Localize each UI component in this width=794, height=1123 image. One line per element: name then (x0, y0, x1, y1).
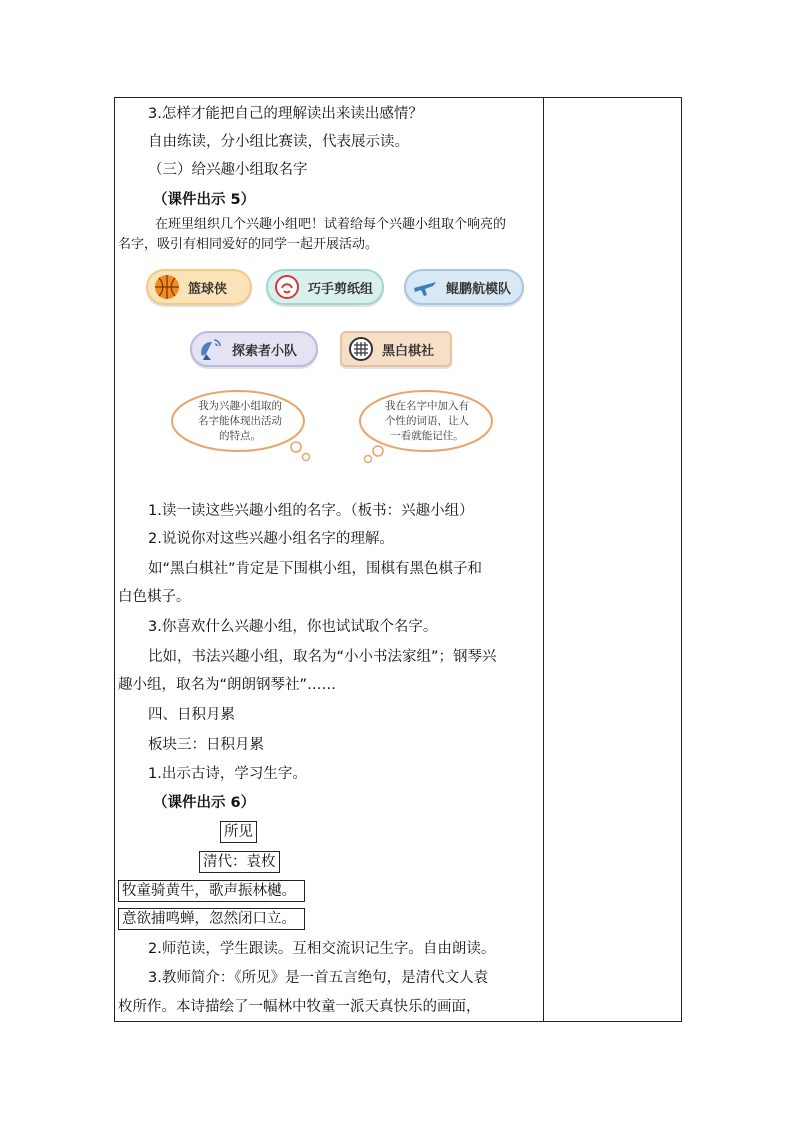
cloud-text: 我为兴趣小组取的名字能体现出活动的特点。 (198, 400, 282, 442)
papercut-icon (274, 274, 300, 300)
poem-line: 牧童骑黄牛，歌声振林樾。 (118, 880, 305, 902)
badge-explorer (190, 331, 318, 367)
badge-label: 篮球侠 (188, 281, 228, 297)
text-line: 3.怎样才能把自己的理解读出来读出感情？ (148, 106, 423, 122)
text-line: 3.教师简介：《所见》是一首五言绝句，是清代文人袁 (148, 970, 489, 986)
text-line: 1.读一读这些兴趣小组的名字。（板书：兴趣小组） (148, 503, 474, 519)
text-line: 名字，吸引有相同爱好的同学一起开展活动。 (118, 237, 379, 252)
text-line: 自由练读，分小组比赛读，代表展示读。 (148, 134, 409, 150)
badge-label: 巧手剪纸组 (308, 281, 374, 297)
badge-label: 探索者小队 (232, 343, 298, 359)
section-heading: 四、日积月累 (148, 707, 235, 723)
badge-go-club (340, 331, 452, 367)
text-line: 比如，书法兴趣小组，取名为“小小书法家组”；钢琴兴 (148, 649, 497, 665)
courseware-label: （课件出示 6） (153, 795, 256, 811)
text-line: 3.你喜欢什么兴趣小组，你也试试取个名字。 (148, 619, 438, 635)
badge-basketball (146, 269, 252, 305)
courseware-label: （课件出示 5） (153, 192, 256, 208)
poem-line: 意欲捕鸣蝉，忽然闭口立。 (118, 908, 305, 930)
badge-papercut (266, 269, 384, 305)
poem-title: 所见 (220, 821, 257, 843)
text-line: 趣小组，取名为“朗朗钢琴社”…… (118, 677, 337, 693)
basketball-icon (154, 274, 180, 300)
text-line: 枚所作。本诗描绘了一幅林中牧童一派天真快乐的画面， (118, 999, 481, 1015)
cloud-text: 我在名字中加入有个性的词语，让人一看就能记住。 (385, 400, 469, 442)
text-line: 在班里组织几个兴趣小组吧！试着给每个兴趣小组取个响亮的 (155, 217, 507, 232)
badge-aircraft-model (404, 269, 524, 305)
section-heading: （三）给兴趣小组取名字 (148, 162, 308, 178)
poem-author: 清代：袁枚 (199, 851, 280, 873)
table-column-divider (543, 97, 544, 1022)
text-line: 如“黑白棋社”肯定是下围棋小组，围棋有黑色棋子和 (148, 561, 483, 577)
text-line: 1.出示古诗，学习生字。 (148, 766, 307, 782)
go-board-icon (348, 336, 374, 362)
text-line: 2.说说你对这些兴趣小组名字的理解。 (148, 531, 394, 547)
badge-label: 鲲鹏航模队 (446, 281, 512, 297)
text-line: 板块三：日积月累 (148, 737, 264, 753)
badge-label: 黑白棋社 (382, 343, 435, 359)
text-line: 2.师范读，学生跟读。互相交流识记生字。自由朗读。 (148, 941, 496, 957)
airplane-icon (412, 274, 438, 300)
satellite-dish-icon (198, 336, 224, 362)
text-line: 白色棋子。 (118, 589, 191, 605)
